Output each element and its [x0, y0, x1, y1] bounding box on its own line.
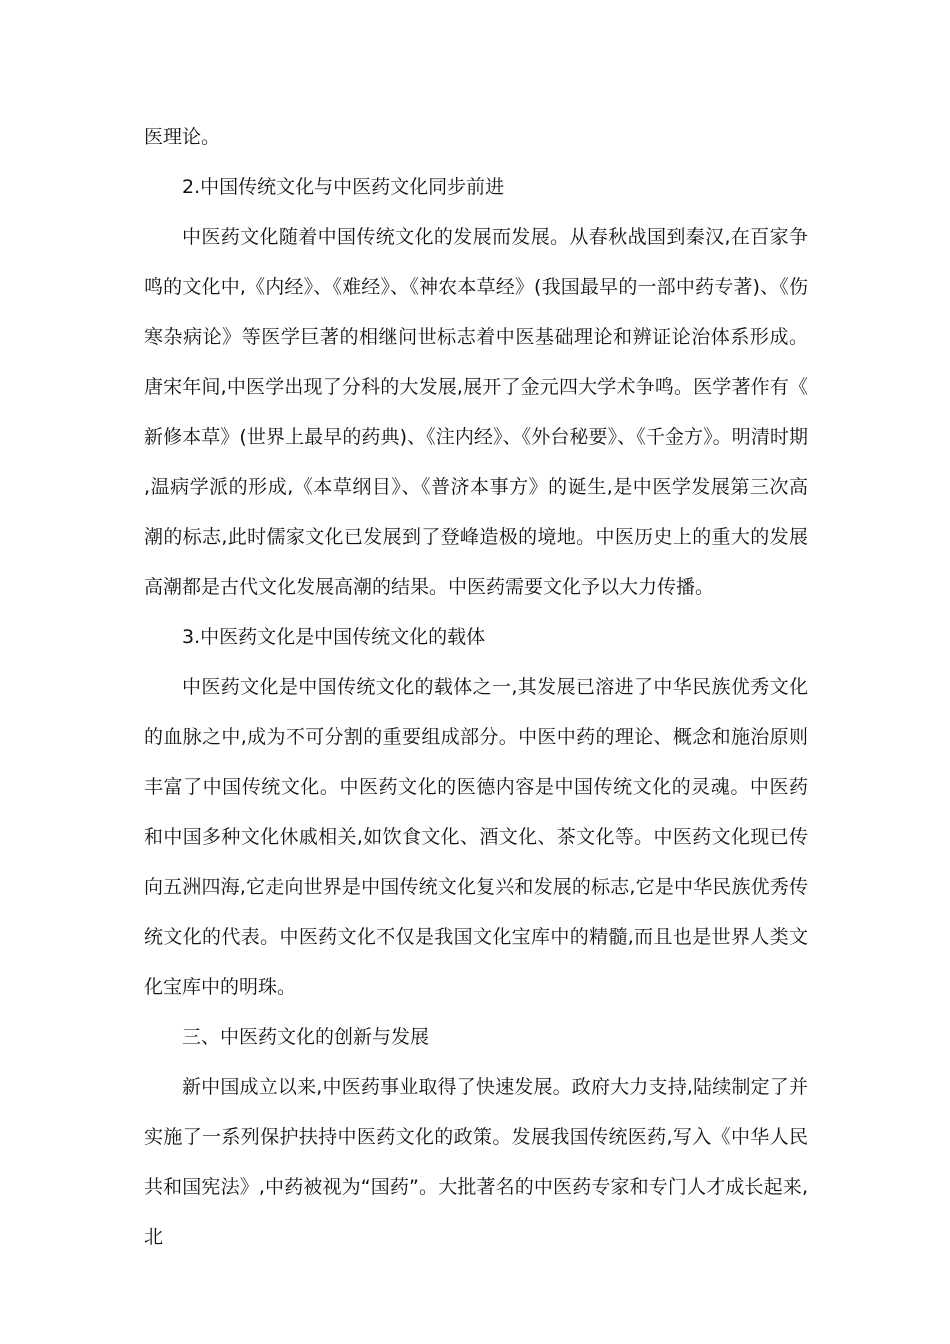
paragraph-history: 中医药文化随着中国传统文化的发展而发展。从春秋战国到秦汉,在百家争鸣的文化中,《内经》、《难经》、《神农本草经》(我国最早的一部中药专著)、《伤寒杂病论》等医学巨著的相继问世标志着中医基础理论和辨证论治体系形成。唐宋年间,中医学出现了分科的大发展,展开了金元四大学术争鸣。医学著作有《新修本草》(世界上最早的药典)、《注内经》、《外台秘要》、《千金方》。明清时期,温病学派的形成,《本草纲目》、《普济本事方》的诞生,是中医学发展第三次高潮的标志,此时儒家文化已发展到了登峰造极的境地。中医历史上的重大的发展高潮都是古代文化发展高潮的结果。中医药需要文化予以大力传播。: [144, 226, 808, 598]
paragraph-development: 新中国成立以来,中医药事业取得了快速发展。政府大力支持,陆续制定了并实施了一系列保护扶持中医药文化的政策。发展我国传统医药,写入《中华人民共和国宪法》,中药被视为“国药”。大批著名的中医药专家和专门人才成长起来,北: [144, 1076, 808, 1248]
paragraph-continuation: 医理论。: [144, 126, 221, 148]
section-heading-3: 3.中医药文化是中国传统文化的载体: [182, 626, 486, 648]
chapter-heading-3: 三、中医药文化的创新与发展: [182, 1026, 430, 1048]
section-heading-2: 2.中国传统文化与中医药文化同步前进: [182, 176, 505, 198]
paragraph-carrier: 中医药文化是中国传统文化的载体之一,其发展已溶进了中华民族优秀文化的血脉之中,成为不可分割的重要组成部分。中医中药的理论、概念和施治原则丰富了中国传统文化。中医药文化的医德内容是中国传统文化的灵魂。中医药和中国多种文化休戚相关,如饮食文化、酒文化、茶文化等。中医药文化现已传向五洲四海,它走向世界是中国传统文化复兴和发展的标志,它是中华民族优秀传统文化的代表。中医药文化不仅是我国文化宝库中的精髓,而且也是世界人类文化宝库中的明珠。: [144, 676, 808, 998]
document-body: [144, 112, 808, 1262]
